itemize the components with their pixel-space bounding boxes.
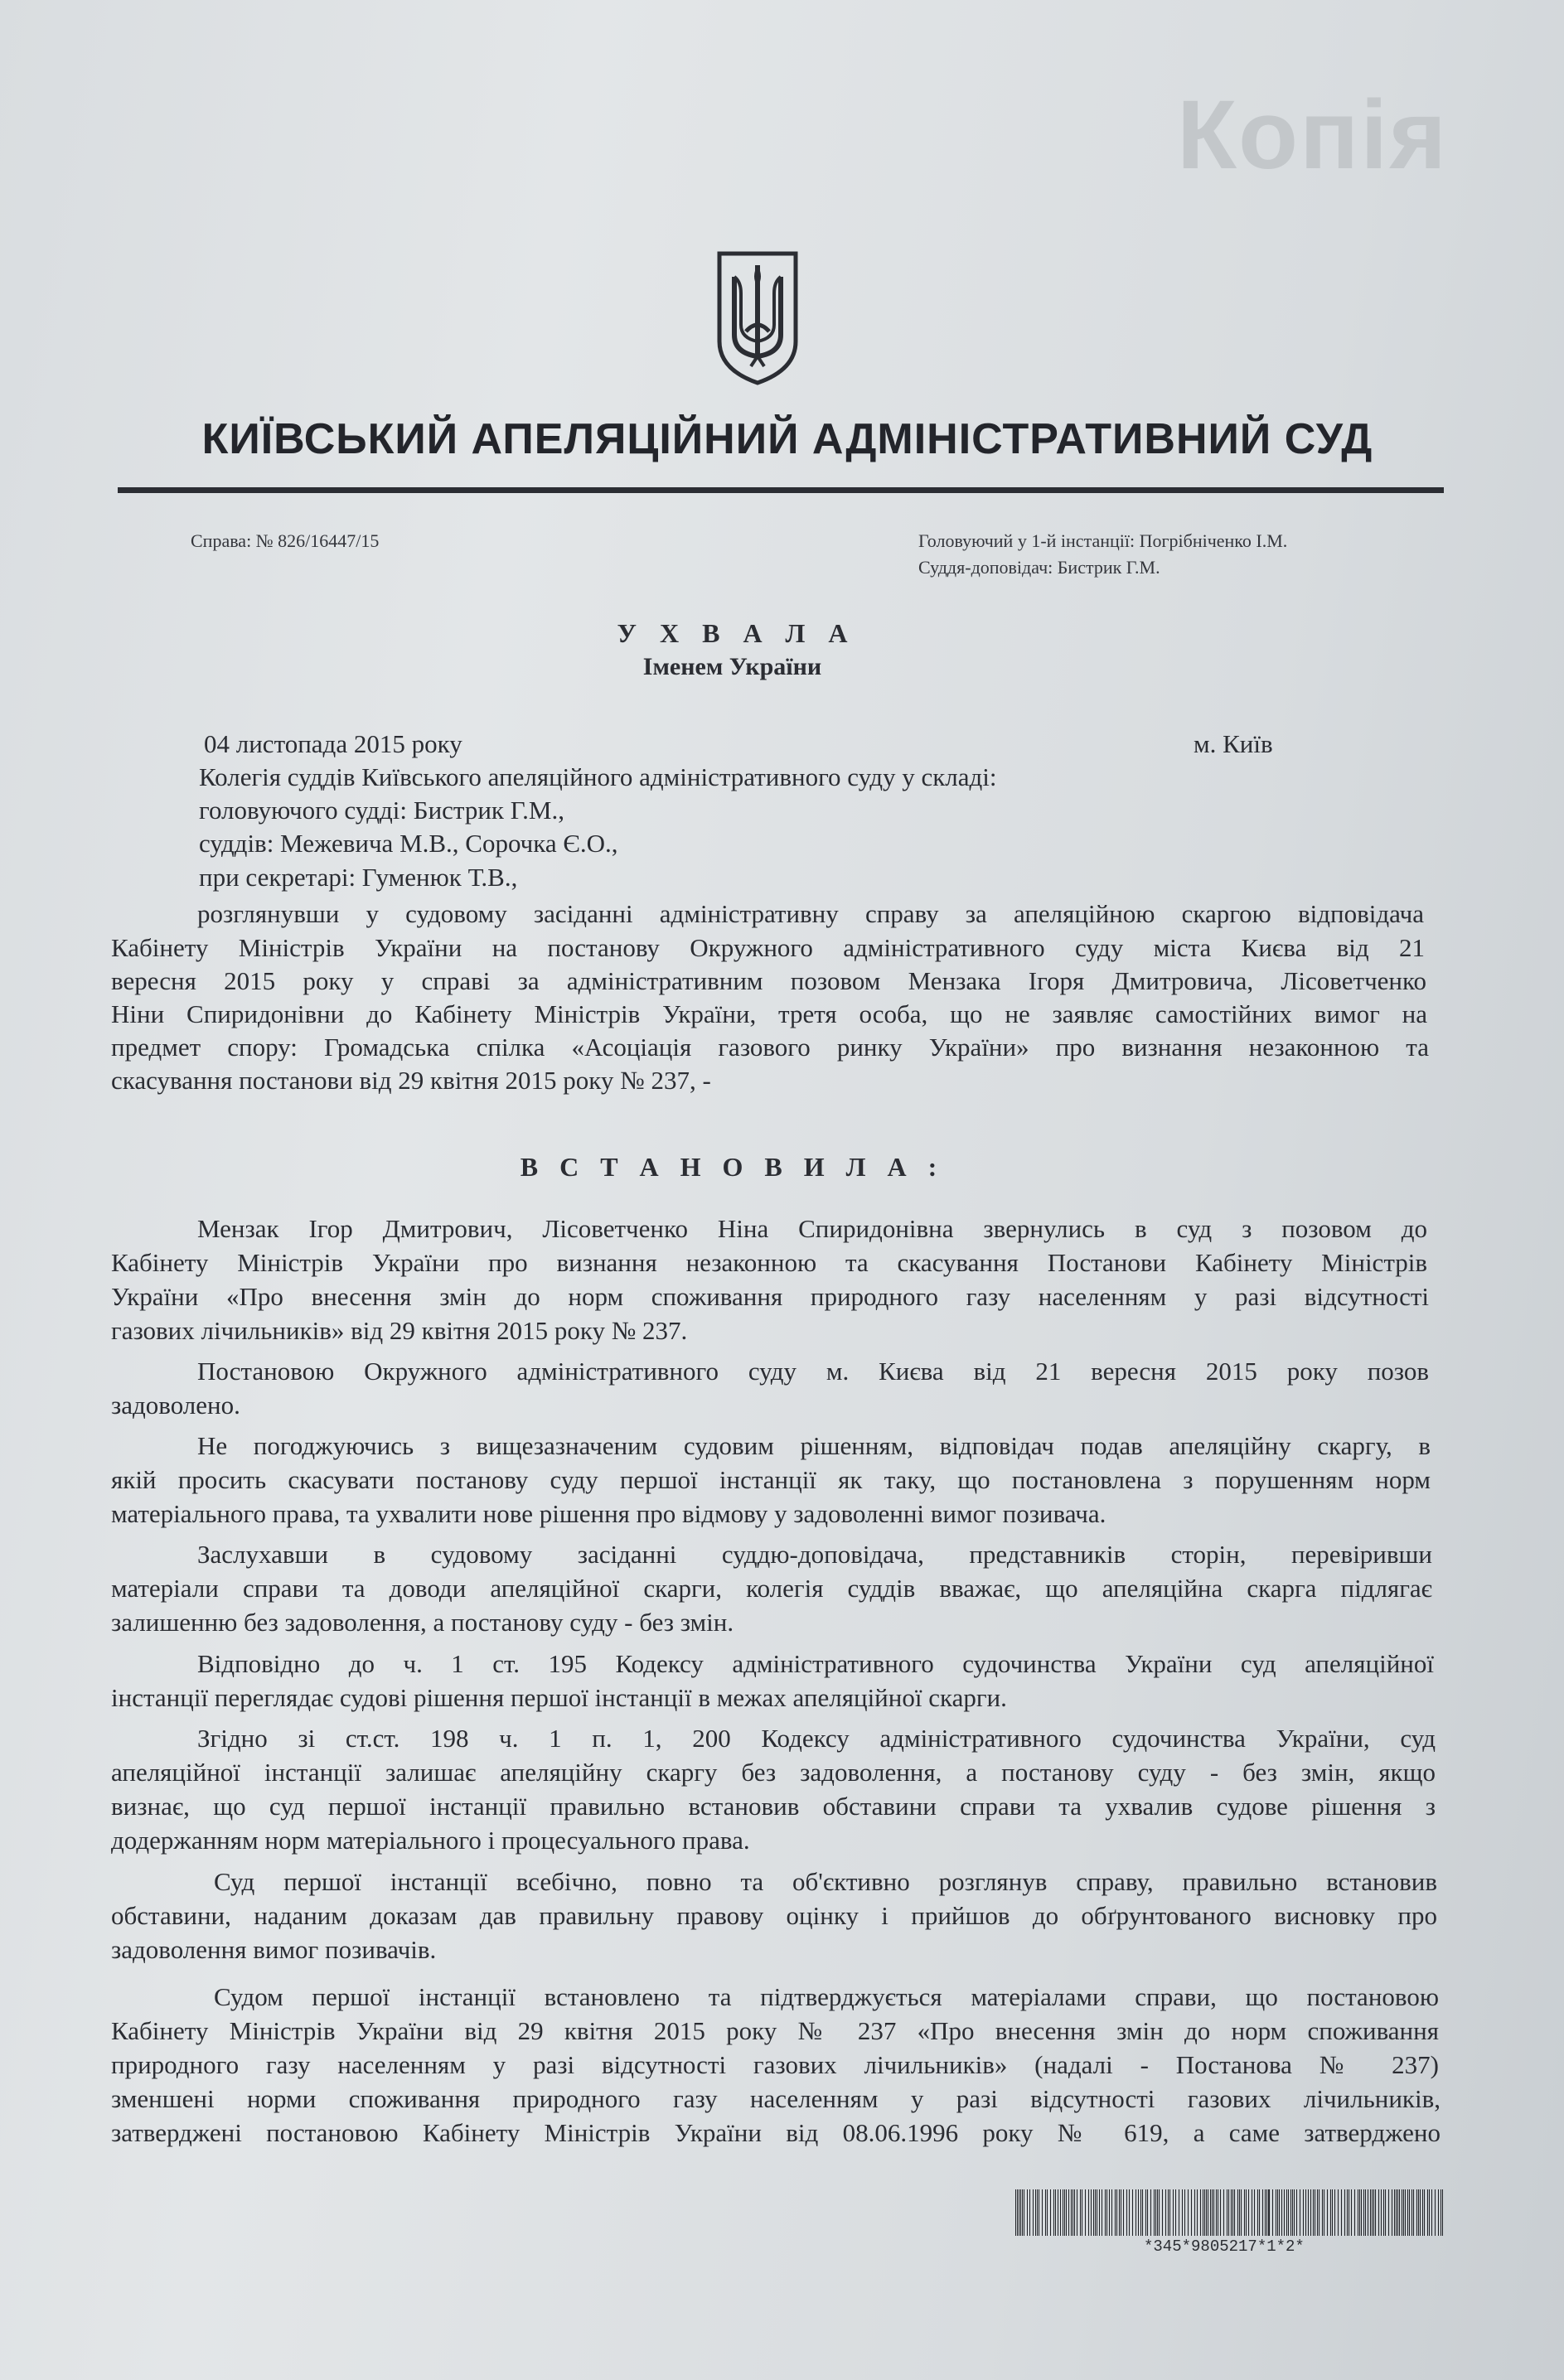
barcode-bar	[1191, 2189, 1192, 2236]
preamble-line: предмет спору: Громадська спілка «Асоціація газового ринку України» про визнання незаконною та	[111, 1033, 1429, 1062]
barcode-bar	[1216, 2189, 1217, 2236]
barcode-bar	[1066, 2189, 1067, 2236]
body-line: обставини, наданим доказам дав правильну правову оцінку і прийшов до обґрунтованого висновку про	[111, 1901, 1437, 1930]
barcode-bar	[1064, 2189, 1065, 2236]
barcode-bar	[1095, 2189, 1096, 2236]
body-line: Судом першої інстанції встановлено та підтверджується матеріалами справи, що постановою	[214, 1982, 1439, 2011]
body-line: Відповідно до ч. 1 ст. 195 Кодексу адміністративного судочинства України суд апеляційної	[197, 1649, 1434, 1678]
barcode-bar	[1068, 2189, 1069, 2236]
case-number: Справа: № 826/16447/15	[191, 530, 380, 551]
barcode-bar	[1204, 2189, 1205, 2236]
barcode-bar	[1184, 2189, 1185, 2236]
body-line: задоволено.	[111, 1391, 240, 1420]
barcode-bar	[1268, 2189, 1270, 2236]
barcode-bar	[1334, 2189, 1335, 2236]
body-line: матеріального права, та ухвалити нове рішення про відмову у задоволенні вимог позивача.	[111, 1499, 1106, 1528]
barcode-bar	[1284, 2189, 1285, 2236]
preamble-line: Кабінету Міністрів України на постанову Окружного адміністративного суду міста Києва від 21	[111, 933, 1425, 962]
barcode-bar	[1385, 2189, 1386, 2236]
barcode-bar	[1155, 2189, 1156, 2236]
barcode-bar	[1138, 2189, 1139, 2236]
barcode-bar	[1407, 2189, 1408, 2236]
barcode-bar	[1150, 2189, 1151, 2236]
barcode-bar	[1422, 2189, 1423, 2236]
barcode-bar	[1347, 2189, 1348, 2236]
barcode-bar	[1388, 2189, 1389, 2236]
barcode-bar	[1294, 2189, 1295, 2236]
barcode-bar	[1424, 2189, 1425, 2236]
barcode-bar	[1370, 2189, 1371, 2236]
presiding-first-instance: Головуючий у 1-й інстанції: Погрібніченко І.М.	[918, 530, 1288, 551]
barcode-bar	[1080, 2189, 1081, 2236]
barcode-bar	[1027, 2189, 1028, 2236]
barcode-bar	[1378, 2189, 1379, 2236]
body-line: додержанням норм матеріального і процесуального права.	[111, 1826, 750, 1855]
tryzub-icon	[713, 249, 802, 386]
judge-rapporteur: Суддя-доповідач: Бистрик Г.М.	[918, 557, 1160, 578]
body-line: Згідно зі ст.ст. 198 ч. 1 п. 1, 200 Кодексу адміністративного судочинства України, суд	[197, 1724, 1436, 1753]
body-line: України «Про внесення змін до норм споживання природного газу населенням у разі відсутності	[111, 1282, 1429, 1311]
barcode-bar	[1265, 2189, 1266, 2236]
barcode-bar	[1162, 2189, 1163, 2236]
preamble-line: Ніни Спиридонівни до Кабінету Міністрів України, третя особа, що не заявляє самостійних вимог на	[111, 999, 1427, 1028]
barcode-number: *345*9805217*1*2*	[1144, 2237, 1305, 2256]
barcode-bar	[1313, 2189, 1314, 2236]
body-line: Заслухавши в судовому засіданні суддю-доповідача, представників сторін, перевіривши	[197, 1540, 1432, 1569]
barcode-bar	[1399, 2189, 1400, 2236]
barcode-bar	[1241, 2189, 1242, 2236]
barcode-bar	[1074, 2189, 1075, 2236]
barcode-bar	[1286, 2189, 1287, 2236]
body-line: апеляційної інстанції залишає апеляційну скаргу без задоволення, а постанову суду - без змін, якщо	[111, 1758, 1436, 1787]
document-city: м. Київ	[1194, 729, 1273, 758]
barcode-bar	[1431, 2189, 1432, 2236]
barcode-bar	[1244, 2189, 1245, 2236]
barcode-bar	[1290, 2189, 1291, 2236]
barcode-bar	[1409, 2189, 1410, 2236]
court-name: КИЇВСЬКИЙ АПЕЛЯЦІЙНИЙ АДМІНІСТРАТИВНИЙ СУД	[201, 415, 1373, 463]
barcode-bar	[1317, 2189, 1318, 2236]
barcode-bar	[1372, 2189, 1373, 2236]
barcode-bar	[1099, 2189, 1100, 2236]
panel-line: головуючого судді: Бистрик Г.М.,	[199, 796, 564, 825]
barcode-bar	[1053, 2189, 1054, 2236]
barcode-bar	[1281, 2189, 1282, 2236]
barcode-bar	[1359, 2189, 1360, 2236]
barcode-bar	[1418, 2189, 1419, 2236]
barcode-bar	[1116, 2189, 1117, 2236]
barcode-bar	[1305, 2189, 1306, 2236]
barcode-bar	[1047, 2189, 1048, 2236]
document-type: У Х В А Л А	[617, 618, 856, 648]
body-line: залишенню без задоволення, а постанову суду - без змін.	[111, 1608, 734, 1637]
barcode-bar	[1292, 2189, 1293, 2236]
barcode-bar	[1254, 2189, 1255, 2236]
barcode-bar	[1071, 2189, 1072, 2236]
barcode-bar	[1420, 2189, 1421, 2236]
body-line: визнає, що суд першої інстанції правильно встановив обставини справи та ухвалив судове рішення з	[111, 1792, 1436, 1821]
preamble-line: скасування постанови від 29 квітня 2015 року № 237, -	[111, 1066, 711, 1095]
barcode-bar	[1017, 2189, 1018, 2236]
barcode-bar	[1397, 2189, 1398, 2236]
barcode-bar	[1279, 2189, 1280, 2236]
barcode-bar	[1206, 2189, 1207, 2236]
barcode-bar	[1035, 2189, 1036, 2236]
copy-stamp: Копія	[1177, 80, 1449, 190]
barcode-bar	[1228, 2189, 1229, 2236]
barcode-bar	[1093, 2189, 1094, 2236]
body-line: інстанції переглядає судові рішення першої інстанції в межах апеляційної скарги.	[111, 1683, 1007, 1712]
barcode-bar	[1037, 2189, 1038, 2236]
preamble-line: вересня 2015 року у справі за адміністративним позовом Мензака Ігоря Дмитровича, Лісоветченко	[111, 966, 1426, 995]
body-line: газових лічильників» від 29 квітня 2015 року № 237.	[111, 1316, 688, 1345]
body-line: Не погоджуючись з вищезазначеним судовим рішенням, відповідач подав апеляційну скаргу, в	[197, 1431, 1431, 1460]
barcode-bar	[1020, 2189, 1021, 2236]
body-line: затверджені постановою Кабінету Міністрів України від 08.06.1996 року № 619, а саме затверджено	[111, 2118, 1441, 2147]
barcode-bar	[1188, 2189, 1189, 2236]
title-divider	[118, 487, 1444, 493]
body-line: Кабінету Міністрів України від 29 квітня 2015 року № 237 «Про внесення змін до норм споживання	[111, 2016, 1439, 2045]
barcode-bar	[1212, 2189, 1213, 2236]
barcode-bar	[1296, 2189, 1297, 2236]
preamble-line: розглянувши у судовому засіданні адміністративну справу за апеляційною скаргою відповідача	[197, 899, 1424, 928]
barcode-bar	[1341, 2189, 1342, 2236]
barcode-bar	[1375, 2189, 1376, 2236]
body-line: зменшені норми споживання природного газу населенням у разі відсутності газових лічильників,	[111, 2084, 1441, 2113]
section-heading: В С Т А Н О В И Л А :	[520, 1152, 945, 1182]
barcode-bar	[1338, 2189, 1339, 2236]
barcode-bar	[1259, 2189, 1260, 2236]
body-line: Кабінету Міністрів України про визнання незаконною та скасування Постанови Кабінету Міністрів	[111, 1248, 1427, 1277]
barcode-bar	[1262, 2189, 1263, 2236]
barcode-bar	[1435, 2189, 1436, 2236]
barcode-bar	[1088, 2189, 1089, 2236]
barcode-bar	[1257, 2189, 1258, 2236]
barcode-bar	[1213, 2189, 1214, 2236]
barcode-bar	[1115, 2189, 1116, 2236]
body-line: матеріали справи та доводи апеляційної скарги, колегія суддів вважає, що апеляційна скарга підлягає	[111, 1574, 1432, 1603]
barcode-bar	[1330, 2189, 1331, 2236]
barcode-bar	[1142, 2189, 1143, 2236]
barcode-bar	[1405, 2189, 1406, 2236]
barcode-bar	[1438, 2189, 1439, 2236]
barcode-bar	[1042, 2189, 1043, 2236]
barcode-bar	[1266, 2189, 1267, 2236]
barcode-bar	[1045, 2189, 1046, 2236]
barcode-bar	[1344, 2189, 1345, 2236]
barcode-bar	[1175, 2189, 1176, 2236]
barcode-bar	[1126, 2189, 1127, 2236]
barcode-bar	[1396, 2189, 1397, 2236]
barcode-bar	[1145, 2189, 1146, 2236]
barcode-bar	[1109, 2189, 1110, 2236]
barcode-bar	[1129, 2189, 1130, 2236]
barcode-bar	[1111, 2189, 1112, 2236]
barcode-bar	[1322, 2189, 1323, 2236]
barcode-bar	[1381, 2189, 1382, 2236]
barcode-bar	[1210, 2189, 1211, 2236]
barcode-bar	[1354, 2189, 1355, 2236]
barcode-bar	[1169, 2189, 1170, 2236]
barcode-bar	[1119, 2189, 1120, 2236]
barcode-bar	[1029, 2189, 1030, 2236]
barcode-bar	[1106, 2189, 1107, 2236]
barcode-bar	[1272, 2189, 1273, 2236]
barcode-bar	[1429, 2189, 1430, 2236]
barcode-bar	[1442, 2189, 1443, 2236]
barcode-bar	[1033, 2189, 1034, 2236]
barcode-bar	[1361, 2189, 1362, 2236]
barcode-bar	[1303, 2189, 1304, 2236]
barcode-bar	[1394, 2189, 1395, 2236]
panel-line: суддів: Межевича М.В., Сорочка Є.О.,	[199, 829, 618, 858]
barcode-bar	[1194, 2189, 1195, 2236]
barcode-bar	[1246, 2189, 1247, 2236]
barcode-bar	[1239, 2189, 1240, 2236]
barcode-bar	[1154, 2189, 1155, 2236]
barcode-bar	[1197, 2189, 1198, 2236]
barcode-bar	[1413, 2189, 1414, 2236]
barcode-bar	[1416, 2189, 1417, 2236]
barcode-bar	[1168, 2189, 1169, 2236]
body-line: Мензак Ігор Дмитрович, Лісоветченко Ніна Спиридонівна звернулись в суд з позовом до	[197, 1214, 1427, 1243]
barcode-bar	[1365, 2189, 1366, 2236]
body-line: природного газу населенням у разі відсутності газових лічильників» (надалі - Постанова № 237)	[111, 2050, 1439, 2079]
barcode-bar	[1105, 2189, 1106, 2236]
document-date: 04 листопада 2015 року	[204, 729, 462, 758]
barcode-bar	[1015, 2189, 1016, 2236]
body-line: якій просить скасувати постанову суду першої інстанції як таку, що постановлена з порушенням норм	[111, 1465, 1431, 1494]
barcode-bar	[1411, 2189, 1412, 2236]
barcode-bar	[1308, 2189, 1309, 2236]
barcode-bar	[1132, 2189, 1133, 2236]
barcode-bar	[1373, 2189, 1374, 2236]
panel-line: Колегія суддів Київського апеляційного адміністративного суду у складі:	[199, 762, 997, 791]
barcode-bar	[1173, 2189, 1174, 2236]
barcode-bar	[1159, 2189, 1160, 2236]
barcode-bar	[1327, 2189, 1328, 2236]
barcode-bar	[1182, 2189, 1183, 2236]
barcode-bar	[1237, 2189, 1238, 2236]
barcode-bar	[1248, 2189, 1249, 2236]
barcode-bar	[1135, 2189, 1136, 2236]
barcode-bar	[1310, 2189, 1311, 2236]
barcode-bar	[1231, 2189, 1232, 2236]
barcode-bar	[1383, 2189, 1384, 2236]
barcode-bar	[1055, 2189, 1056, 2236]
barcode-bar	[1060, 2189, 1061, 2236]
barcode-bar	[1050, 2189, 1051, 2236]
body-line: Суд першої інстанції всебічно, повно та об'єктивно розглянув справу, правильно встановив	[214, 1867, 1437, 1896]
barcode-bar	[1165, 2189, 1166, 2236]
barcode-bar	[1427, 2189, 1428, 2236]
barcode	[1015, 2189, 1446, 2236]
barcode-bar	[1363, 2189, 1364, 2236]
barcode-bar	[1200, 2189, 1201, 2236]
barcode-bar	[1140, 2189, 1141, 2236]
barcode-bar	[1288, 2189, 1289, 2236]
barcode-bar	[1234, 2189, 1235, 2236]
barcode-bar	[1277, 2189, 1278, 2236]
barcode-bar	[1123, 2189, 1124, 2236]
barcode-bar	[1332, 2189, 1333, 2236]
barcode-bar	[1223, 2189, 1224, 2236]
barcode-bar	[1351, 2189, 1352, 2236]
barcode-bar	[1147, 2189, 1148, 2236]
barcode-bar	[1403, 2189, 1404, 2236]
barcode-bar	[1220, 2189, 1221, 2236]
body-line: задоволення вимог позивачів.	[111, 1935, 437, 1964]
barcode-bar	[1232, 2189, 1233, 2236]
body-line: Постановою Окружного адміністративного суду м. Києва від 21 вересня 2015 року позов	[197, 1357, 1429, 1386]
barcode-bar	[1022, 2189, 1023, 2236]
barcode-bar	[1091, 2189, 1092, 2236]
document-subtitle: Іменем України	[642, 653, 822, 680]
barcode-bar	[1157, 2189, 1158, 2236]
barcode-bar	[1085, 2189, 1086, 2236]
panel-line: при секретарі: Гуменюк Т.В.,	[199, 863, 518, 892]
